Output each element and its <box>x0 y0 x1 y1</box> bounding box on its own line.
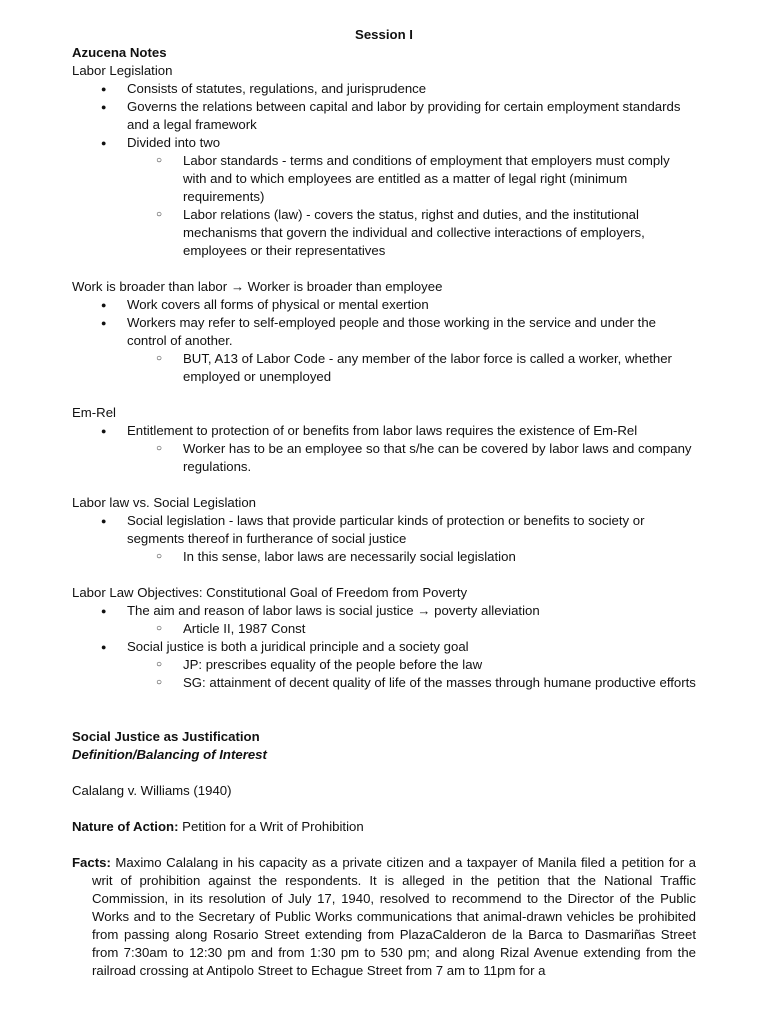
sub-list-item: ○ Labor relations (law) - covers the status, righst and duties, and the institutional mechanisms that govern the individual and collective interactions of employers, employees or their representatives <box>72 206 696 260</box>
session-title: Session I <box>355 27 413 42</box>
sub-bullet-list <box>72 440 696 476</box>
bullet-list <box>72 602 696 620</box>
bullet-list <box>72 638 696 656</box>
sub-list-item: ○ BUT, A13 of Labor Code - any member of the labor force is called a worker, whether employed or unemployed <box>72 350 696 386</box>
sub-bullet-list <box>72 620 696 638</box>
section-heading-social-justice: Social Justice as Justification <box>72 729 260 744</box>
list-item: ● Social justice is both a juridical principle and a society goal <box>72 638 696 656</box>
list-item: ● Entitlement to protection of or benefits from labor laws requires the existence of Em-Rel <box>72 422 696 440</box>
document-body <box>72 26 696 980</box>
sub-list-item: ○ Labor standards - terms and conditions of employment that employers must comply with and to which employees are entitled as a matter of legal right (minimum requirements) <box>72 152 696 206</box>
bullet-list <box>72 80 696 152</box>
bullet-list <box>72 512 696 548</box>
sub-bullet-list <box>72 152 696 260</box>
section-heading-objectives: Labor Law Objectives: Constitutional Goal of Freedom from Poverty <box>72 585 468 600</box>
section-subheading: Definition/Balancing of Interest <box>72 747 267 762</box>
list-item: ● Work covers all forms of physical or mental exertion <box>72 296 696 314</box>
list-item: ● The aim and reason of labor laws is social justice → poverty alleviation <box>72 602 696 620</box>
section-heading-work-vs-labor: Work is broader than labor → Worker is broader than employee <box>72 279 443 294</box>
section-heading-labor-legislation: Labor Legislation <box>72 63 173 78</box>
bullet-list <box>72 422 696 440</box>
list-item: ● Social legislation - laws that provide particular kinds of protection or benefits to society or segments thereof in furtherance of social justice <box>72 512 696 548</box>
nature-label: Nature of Action: <box>72 819 179 834</box>
facts-label: Facts: <box>72 855 111 870</box>
notes-heading: Azucena Notes <box>72 45 167 60</box>
section-heading-em-rel: Em-Rel <box>72 405 116 420</box>
list-item: ● Consists of statutes, regulations, and jurisprudence <box>72 80 696 98</box>
list-item: ● Workers may refer to self-employed people and those working in the service and under the control of another. <box>72 314 696 350</box>
sub-list-item: ○ Article II, 1987 Const <box>72 620 696 638</box>
nature-text: Petition for a Writ of Prohibition <box>178 819 364 834</box>
sub-list-item: ○ JP: prescribes equality of the people before the law <box>72 656 696 674</box>
sub-bullet-list <box>72 350 696 386</box>
sub-list-item: ○ SG: attainment of decent quality of life of the masses through humane productive efforts <box>72 674 696 692</box>
list-item: ● Divided into two <box>72 134 696 152</box>
facts-paragraph <box>72 854 696 980</box>
nature-of-action <box>72 818 696 836</box>
sub-list-item: ○ In this sense, labor laws are necessarily social legislation <box>72 548 696 566</box>
section-heading-labor-vs-social: Labor law vs. Social Legislation <box>72 495 256 510</box>
sub-bullet-list <box>72 548 696 566</box>
case-title: Calalang v. Williams (1940) <box>72 783 232 798</box>
list-item: ● Governs the relations between capital and labor by providing for certain employment standards and a legal framework <box>72 98 696 134</box>
facts-text: Maximo Calalang in his capacity as a private citizen and a taxpayer of Manila filed a petition for a writ of prohibition against the respondents. It is alleged in the petition that the National Traffic Commission, in its resolution of July 17, 1940, resolved to recommend to the Director of the Public Works and to the Secretary of Public Works communications that animal-drawn vehicles be prohibited from passing along Rosario Street extending from PlazaCalderon de la Barca to Dasmariñas Street from 7:30am to 12:30 pm and from 1:30 pm to 530 pm; and along Rizal Avenue extending from the railroad crossing at Antipolo Street to Echague Street from 7 am to 11pm for a <box>92 855 696 978</box>
sub-list-item: ○ Worker has to be an employee so that s/he can be covered by labor laws and company regulations. <box>72 440 696 476</box>
bullet-list <box>72 296 696 350</box>
sub-bullet-list <box>72 656 696 692</box>
